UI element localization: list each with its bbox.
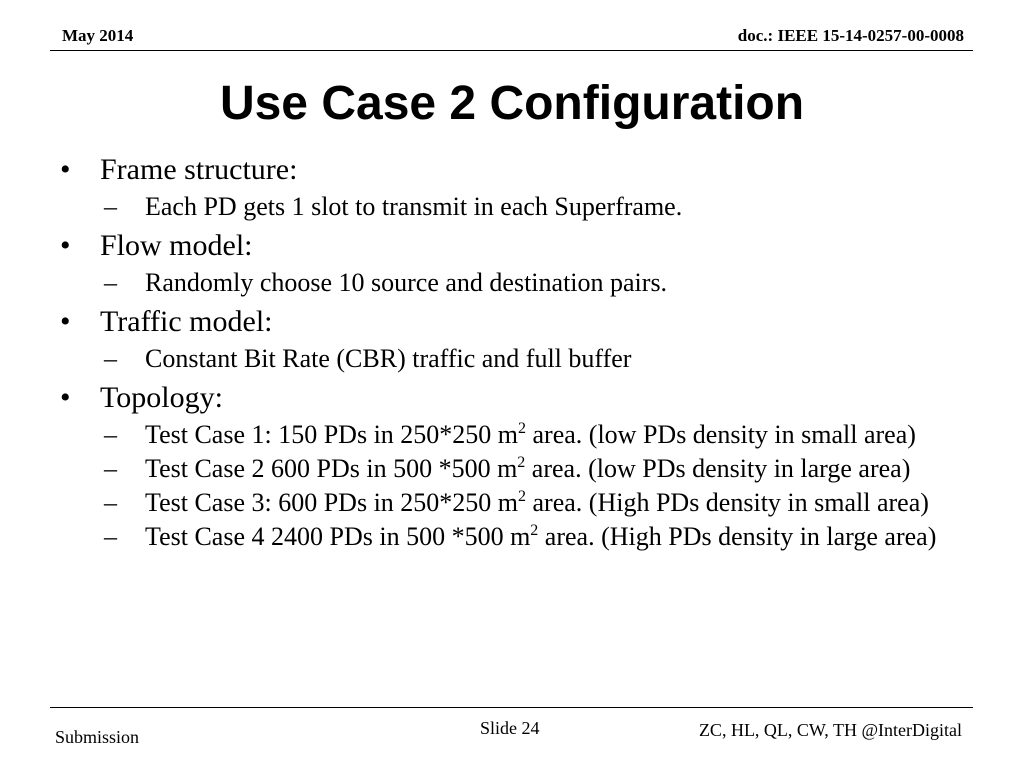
sub-bullet-test-case-4 xyxy=(60,522,980,552)
sub-bullet-text: area. (low PDs density in large area) xyxy=(525,454,911,483)
sub-bullet-text: Test Case 3: 600 PDs in 250*250 m xyxy=(145,488,519,517)
sub-bullet xyxy=(60,344,980,374)
sub-bullet-text: Randomly choose 10 source and destination pairs. xyxy=(145,268,668,297)
bullet-marker: • xyxy=(60,229,71,262)
sub-bullet-text: Test Case 1: 150 PDs in 250*250 m xyxy=(145,420,519,449)
sub-bullet-text: Test Case 2 600 PDs in 500 *500 m xyxy=(145,454,518,483)
dash-marker: – xyxy=(104,522,117,551)
dash-marker: – xyxy=(104,454,117,483)
slide-content xyxy=(60,150,980,556)
bullet-topology xyxy=(60,378,980,418)
header-doc-id: doc.: IEEE 15-14-0257-00-0008 xyxy=(737,26,964,45)
sub-bullet-test-case-1 xyxy=(60,420,980,450)
bullet-label: Frame structure: xyxy=(100,153,298,186)
sub-bullet-text: area. (low PDs density in small area) xyxy=(526,420,916,449)
bullet-frame-structure xyxy=(60,150,980,190)
sub-bullet-test-case-2 xyxy=(60,454,980,484)
footer-submission: Submission xyxy=(55,727,140,747)
footer-divider xyxy=(50,707,973,708)
dash-marker: – xyxy=(104,268,117,297)
dash-marker: – xyxy=(104,488,117,517)
sub-bullet-text: Test Case 4 2400 PDs in 500 *500 m xyxy=(145,522,531,551)
sub-bullet-text: Constant Bit Rate (CBR) traffic and full buffer xyxy=(145,344,632,373)
superscript: 2 xyxy=(530,522,539,539)
superscript: 2 xyxy=(518,488,527,505)
sub-bullet xyxy=(60,192,980,222)
dash-marker: – xyxy=(104,420,117,449)
sub-bullet-text: Each PD gets 1 slot to transmit in each Superframe. xyxy=(145,192,683,221)
bullet-marker: • xyxy=(60,153,71,186)
bullet-marker: • xyxy=(60,305,71,338)
slide-number: Slide 24 xyxy=(480,718,540,738)
bullet-traffic-model xyxy=(60,302,980,342)
dash-marker: – xyxy=(104,192,117,221)
bullet-marker: • xyxy=(60,381,71,414)
sub-bullet-text: area. (High PDs density in large area) xyxy=(538,522,937,551)
sub-bullet xyxy=(60,268,980,298)
header-date: May 2014 xyxy=(62,26,134,45)
superscript: 2 xyxy=(518,420,527,437)
superscript: 2 xyxy=(517,454,526,471)
bullet-label: Topology: xyxy=(100,381,223,414)
header-divider xyxy=(50,50,973,51)
footer-authors: ZC, HL, QL, CW, TH @InterDigital xyxy=(698,720,962,740)
bullet-flow-model xyxy=(60,226,980,266)
bullet-label: Traffic model: xyxy=(100,305,273,338)
sub-bullet-test-case-3 xyxy=(60,488,980,518)
sub-bullet-text: area. (High PDs density in small area) xyxy=(526,488,929,517)
slide-title: Use Case 2 Configuration xyxy=(219,77,805,130)
bullet-label: Flow model: xyxy=(100,229,253,262)
dash-marker: – xyxy=(104,344,117,373)
